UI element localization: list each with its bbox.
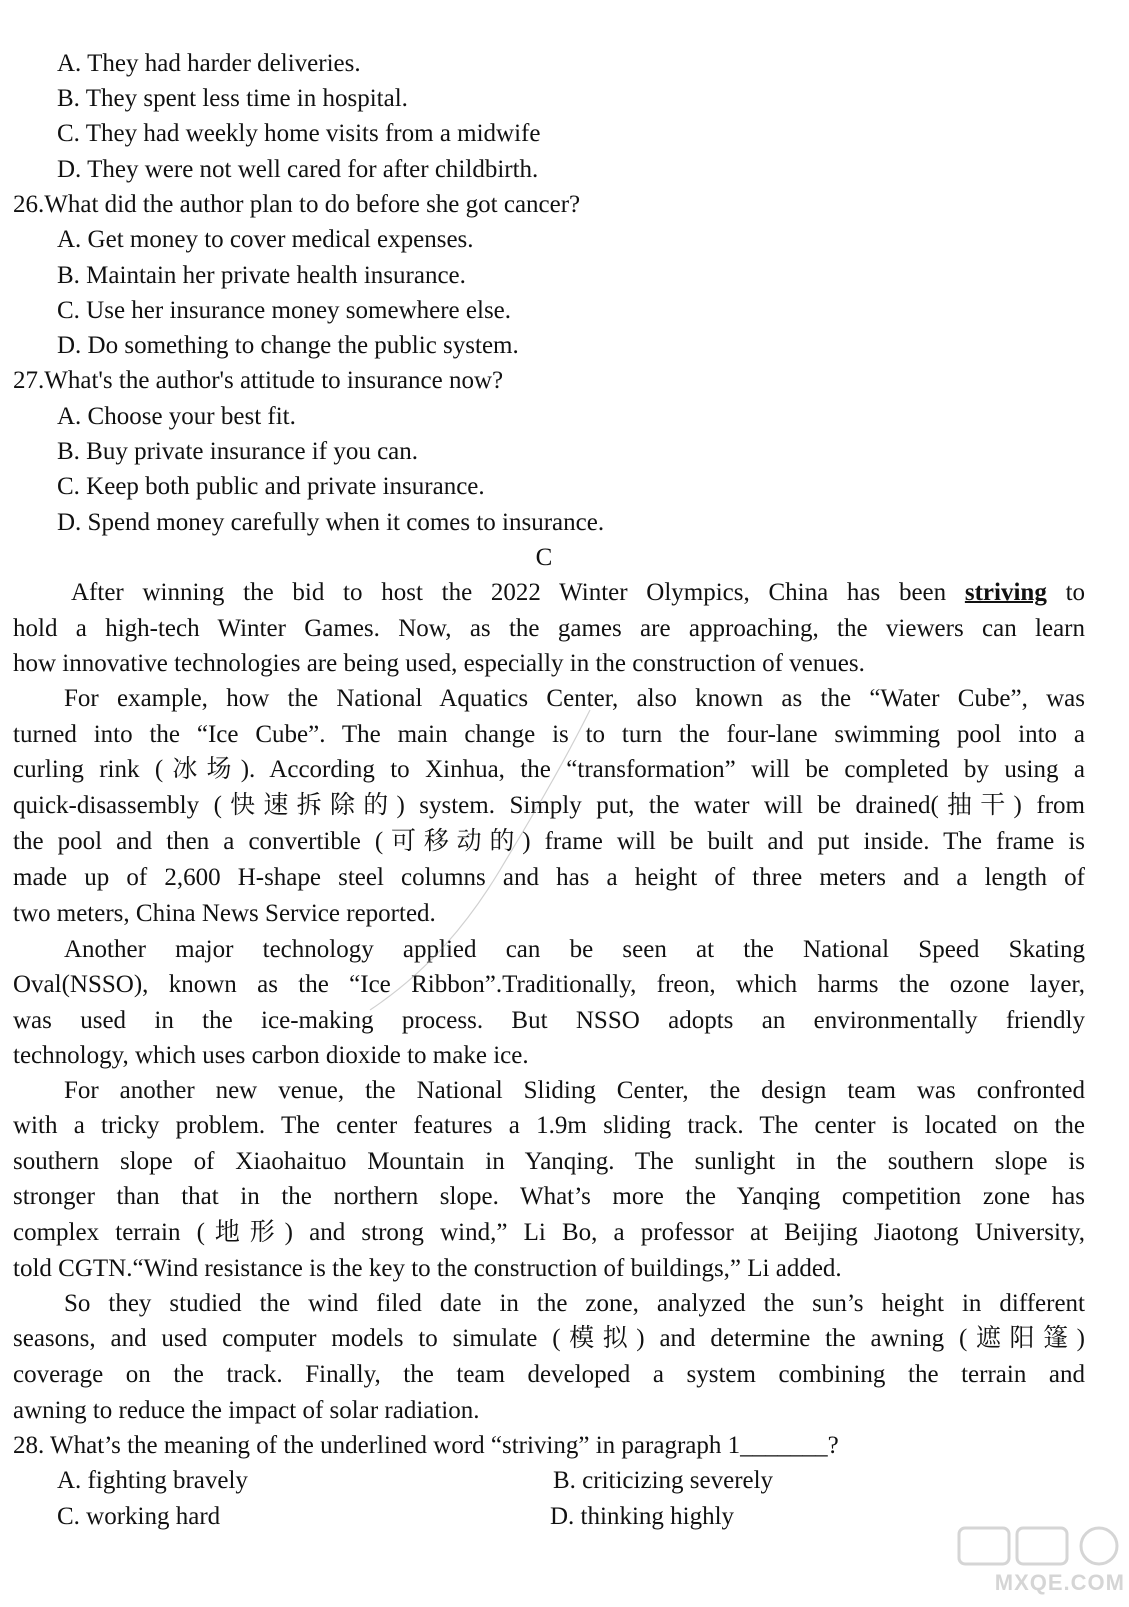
passage-p5-line-3: coverage on the track. Finally, the team developed a system combining the terrain and [13,1361,1085,1388]
q28-option-b: B. criticizing severely [553,1467,774,1494]
q28-option-d: D. thinking highly [550,1503,735,1530]
watermark-text: MXQE.COM [994,1570,1125,1595]
q28-option-c: C. working hard [57,1503,221,1530]
underlined-word-striving: striving [964,579,1047,606]
q26-stem: 26.What did the author plan to do before she got cancer? [13,191,581,218]
q27-option-a: A. Choose your best fit. [57,403,296,430]
q27-option-d: D. Spend money carefully when it comes to insurance. [57,509,605,536]
p1-before: After winning the bid to host the 2022 Winter Olympics, China has been [71,579,947,606]
q26-option-c: C. Use her insurance money somewhere else. [57,297,512,324]
passage-p2-line-1: For example, how the National Aquatics Center, also known as the “Water Cube”, was [64,685,1085,712]
passage-p2-line-3: curling rink (冰场). According to Xinhua, the “transformation” will be completed by using a [13,756,1085,783]
q28-option-a: A. fighting bravely [57,1467,248,1494]
passage-p4-line-4: stronger than that in the northern slope. What’s more the Yanqing competition zone has [13,1183,1085,1210]
passage-p4-line-2: with a tricky problem. The center features a 1.9m sliding track. The center is located on the [13,1112,1085,1139]
q27-stem: 27.What's the author's attitude to insurance now? [13,367,504,394]
q27-option-b: B. Buy private insurance if you can. [57,438,419,465]
p1-after: to [1065,579,1086,606]
watermark-stamp [929,1520,1129,1600]
passage-p2-line-2: turned into the “Ice Cube”. The main change is to turn the four-lane swimming pool into a [13,721,1085,748]
passage-p1-line-1 [71,578,1085,608]
q28-stem: 28. What’s the meaning of the underlined word “striving” in paragraph 1_______? [13,1432,839,1459]
q25-option-b: B. They spent less time in hospital. [57,85,408,112]
diagonal-watermark-icon [330,690,630,1030]
q26-option-d: D. Do something to change the public system. [57,332,519,359]
passage-p5-line-4: awning to reduce the impact of solar radiation. [13,1397,480,1424]
passage-p4-line-6: told CGTN.“Wind resistance is the key to the construction of buildings,” Li added. [13,1255,842,1282]
q26-option-a: A. Get money to cover medical expenses. [57,226,474,253]
q25-option-c: C. They had weekly home visits from a midwife [57,120,541,147]
passage-p3-line-1: Another major technology applied can be seen at the National Speed Skating [64,936,1085,963]
passage-p5-line-2: seasons, and used computer models to simulate (模拟) and determine the awning (遮阳篷) [13,1325,1085,1352]
passage-p4-line-5: complex terrain (地形) and strong wind,” Li Bo, a professor at Beijing Jiaotong University, [13,1219,1085,1246]
passage-p3-line-4: technology, which uses carbon dioxide to make ice. [13,1042,529,1069]
passage-p4-line-3: southern slope of Xiaohaituo Mountain in Yanqing. The sunlight in the southern slope is [13,1148,1085,1175]
passage-p2-line-6: made up of 2,600 H-shape steel columns and has a height of three meters and a length of [13,864,1085,891]
q26-option-b: B. Maintain her private health insurance. [57,262,466,289]
q27-option-c: C. Keep both public and private insurance. [57,473,485,500]
passage-p2-line-7: two meters, China News Service reported. [13,900,436,927]
passage-p3-line-3: was used in the ice-making process. But NSSO adopts an environmentally friendly [13,1007,1085,1034]
passage-p4-line-1: For another new venue, the National Sliding Center, the design team was confronted [64,1077,1085,1104]
q25-option-d: D. They were not well cared for after childbirth. [57,156,539,183]
passage-p1-line-3: how innovative technologies are being used, especially in the construction of venues. [13,650,865,677]
passage-p2-line-5: the pool and then a convertible (可移动的) frame will be built and put inside. The frame is [13,828,1085,855]
q25-option-a: A. They had harder deliveries. [57,50,361,77]
passage-p2-line-4: quick-disassembly (快速拆除的) system. Simply put, the water will be drained(抽干) from [13,792,1085,819]
section-label: C [535,544,553,571]
passage-p1-line-2: hold a high-tech Winter Games. Now, as the games are approaching, the viewers can learn [13,615,1085,642]
passage-p3-line-2: Oval(NSSO), known as the “Ice Ribbon”.Traditionally, freon, which harms the ozone layer, [13,971,1085,998]
passage-p5-line-1: So they studied the wind filed date in the zone, analyzed the sun’s height in different [64,1290,1085,1317]
